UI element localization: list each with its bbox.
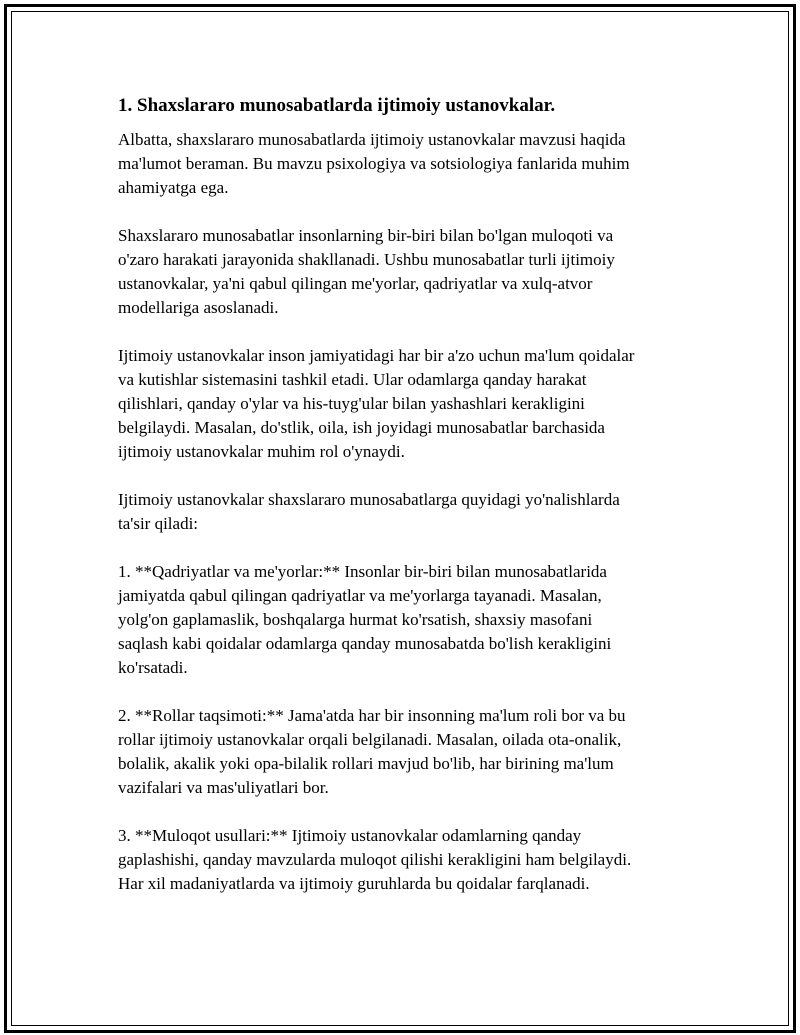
paragraph-line: Shaxslararo munosabatlar insonlarning bir-biri bilan bo'lgan muloqoti va xyxy=(118,226,614,245)
paragraph-line: ijtimoiy ustanovkalar muhim rol o'ynaydi. xyxy=(118,442,405,461)
document-body xyxy=(118,128,678,896)
paragraph-line: va kutishlar sistemasini tashkil etadi. Ular odamlarga qanday harakat xyxy=(118,370,587,389)
paragraph-line: ma'lumot beraman. Bu mavzu psixologiya va sotsiologiya fanlarida muhim xyxy=(118,154,630,173)
paragraph-definition xyxy=(118,224,678,320)
paragraph-line: 3. **Muloqot usullari:** Ijtimoiy ustanovkalar odamlarning qanday xyxy=(118,826,582,845)
paragraph-line: 1. **Qadriyatlar va me'yorlar:** Insonlar bir-biri bilan munosabatlarida xyxy=(118,562,607,581)
paragraph-line: 2. **Rollar taqsimoti:** Jama'atda har bir insonning ma'lum roli bor va bu xyxy=(118,706,626,725)
paragraph-line: ustanovkalar, ya'ni qabul qilingan me'yorlar, qadriyatlar va xulq-atvor xyxy=(118,274,593,293)
paragraph-line: ko'rsatadi. xyxy=(118,658,188,677)
paragraph-line: Ijtimoiy ustanovkalar inson jamiyatidagi har bir a'zo uchun ma'lum qoidalar xyxy=(118,346,635,365)
paragraph-line: saqlash kabi qoidalar odamlarga qanday munosabatda bo'lish kerakligini xyxy=(118,634,612,653)
paragraph-line: o'zaro harakati jarayonida shakllanadi. Ushbu munosabatlar turli ijtimoiy xyxy=(118,250,615,269)
paragraph-line: vazifalari va mas'uliyatlari bor. xyxy=(118,778,329,797)
paragraph-line: modellariga asoslanadi. xyxy=(118,298,279,317)
paragraph-line: Albatta, shaxslararo munosabatlarda ijtimoiy ustanovkalar mavzusi haqida xyxy=(118,130,626,149)
paragraph-line: yolg'on gaplamaslik, boshqalarga hurmat ko'rsatish, shaxsiy masofani xyxy=(118,610,593,629)
paragraph-line: jamiyatda qabul qilingan qadriyatlar va me'yorlarga tayanadi. Masalan, xyxy=(118,586,602,605)
paragraph-role xyxy=(118,344,678,464)
paragraph-line: Ijtimoiy ustanovkalar shaxslararo munosabatlarga quyidagi yo'nalishlarda xyxy=(118,490,620,509)
document-title: 1. Shaxslararo munosabatlarda ijtimoiy ustanovkalar. xyxy=(118,95,556,116)
paragraph-line: ahamiyatga ega. xyxy=(118,178,229,197)
paragraph-line: Har xil madaniyatlarda va ijtimoiy guruhlarda bu qoidalar farqlanadi. xyxy=(118,874,590,893)
paragraph-line: qilishlari, qanday o'ylar va his-tuyg'ular bilan yashashlari kerakligini xyxy=(118,394,585,413)
list-item-communication xyxy=(118,824,678,896)
paragraph-line: rollar ijtimoiy ustanovkalar orqali belgilanadi. Masalan, oilada ota-onalik, xyxy=(118,730,622,749)
paragraph-line: ta'sir qiladi: xyxy=(118,514,199,533)
list-item-values-norms xyxy=(118,560,678,680)
paragraph-line: bolalik, akalik yoki opa-bilalik rollari mavjud bo'lib, har birining ma'lum xyxy=(118,754,614,773)
document-content xyxy=(118,94,678,920)
paragraph-line: belgilaydi. Masalan, do'stlik, oila, ish joyidagi munosabatlar barchasida xyxy=(118,418,605,437)
list-item-roles xyxy=(118,704,678,800)
paragraph-line: gaplashishi, qanday mavzularda muloqot qilishi kerakligini ham belgilaydi. xyxy=(118,850,632,869)
paragraph-intro xyxy=(118,128,678,200)
paragraph-directions-intro xyxy=(118,488,678,536)
